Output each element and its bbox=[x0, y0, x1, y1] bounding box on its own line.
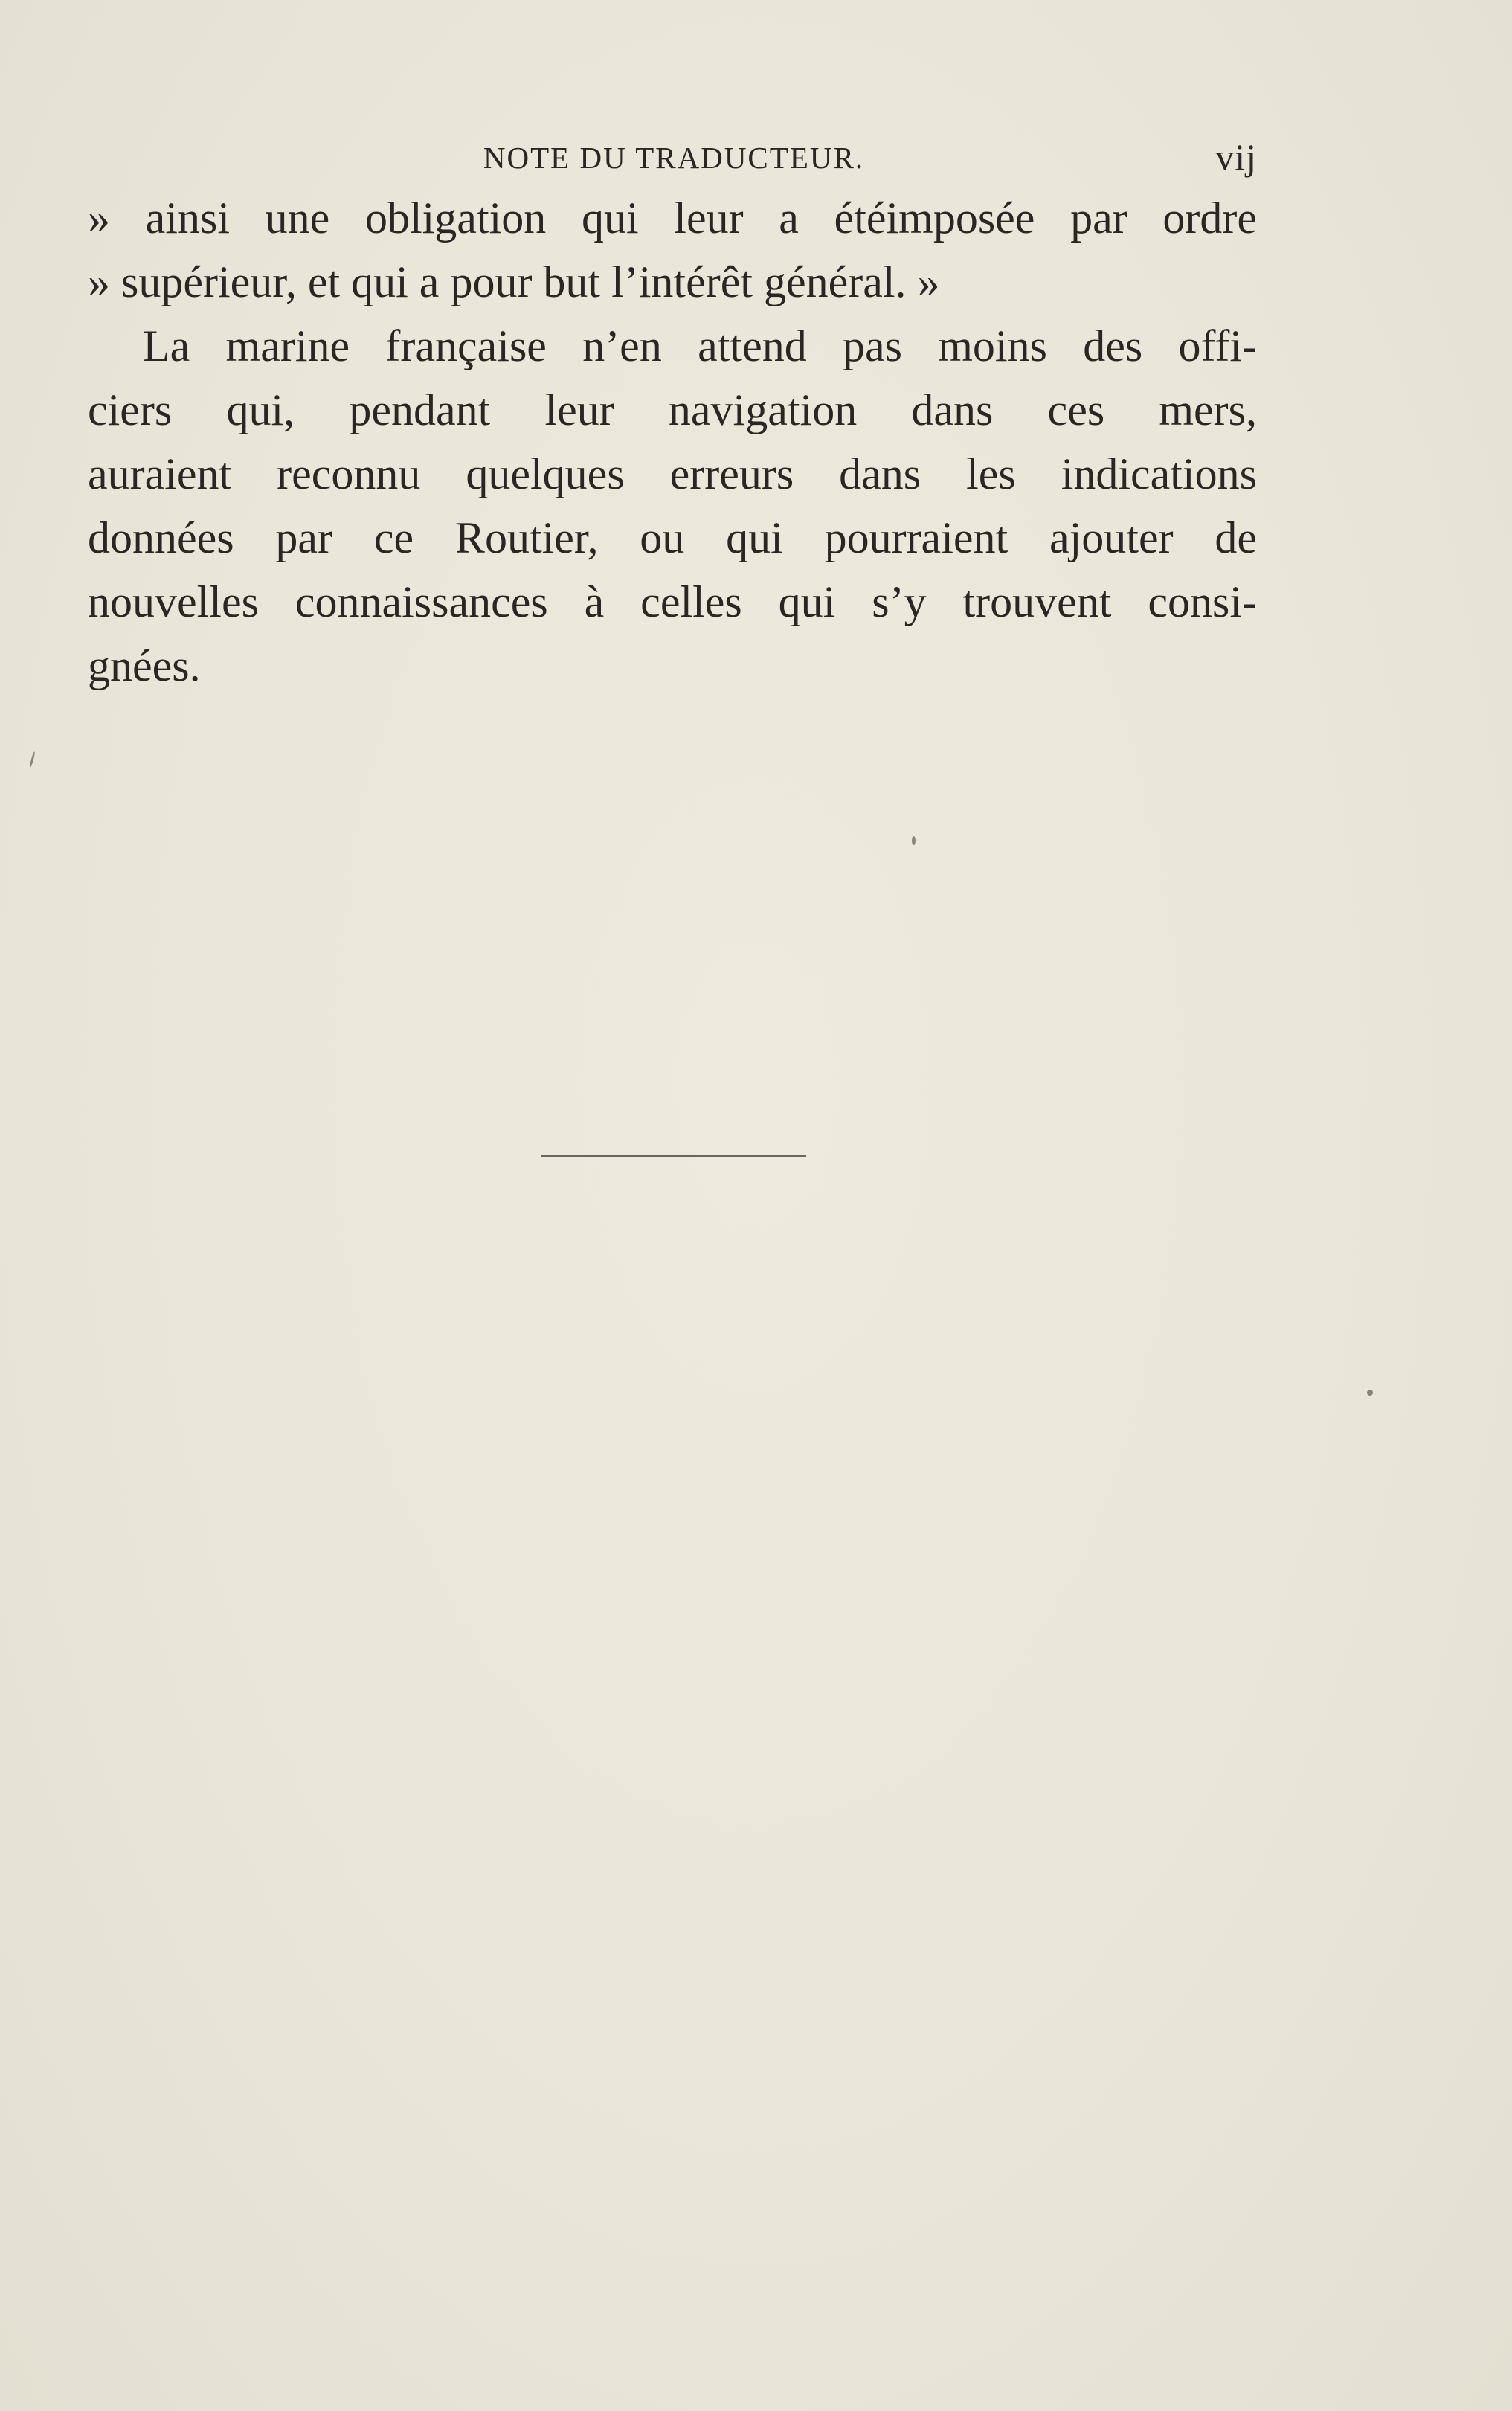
body-text bbox=[88, 186, 1257, 698]
text-line: nouvelles connaissances à celles qui s’y trouvent consi- bbox=[88, 577, 1257, 626]
paper-speck bbox=[29, 751, 36, 768]
paper-speck bbox=[1367, 1390, 1373, 1396]
text-line: ciers qui, pendant leur navigation dans ces mers, bbox=[88, 385, 1257, 434]
text-line: auraient reconnu quelques erreurs dans les indications bbox=[88, 449, 1257, 498]
page-number: vij bbox=[1215, 136, 1257, 178]
section-rule bbox=[541, 1155, 806, 1157]
text-line: » ainsi une obligation qui leur a étéimposée par ordre bbox=[88, 193, 1257, 243]
paper-speck bbox=[912, 836, 916, 845]
text-line: données par ce Routier, ou qui pourraient ajouter de bbox=[88, 513, 1257, 562]
text-line: » supérieur, et qui a pour but l’intérêt général. » bbox=[88, 257, 940, 306]
running-title: NOTE DU TRADUCTEUR. bbox=[483, 141, 865, 175]
text-line: La marine française n’en attend pas moins des offi- bbox=[143, 321, 1257, 370]
text-line: gnées. bbox=[88, 641, 201, 690]
running-head bbox=[91, 132, 1257, 184]
